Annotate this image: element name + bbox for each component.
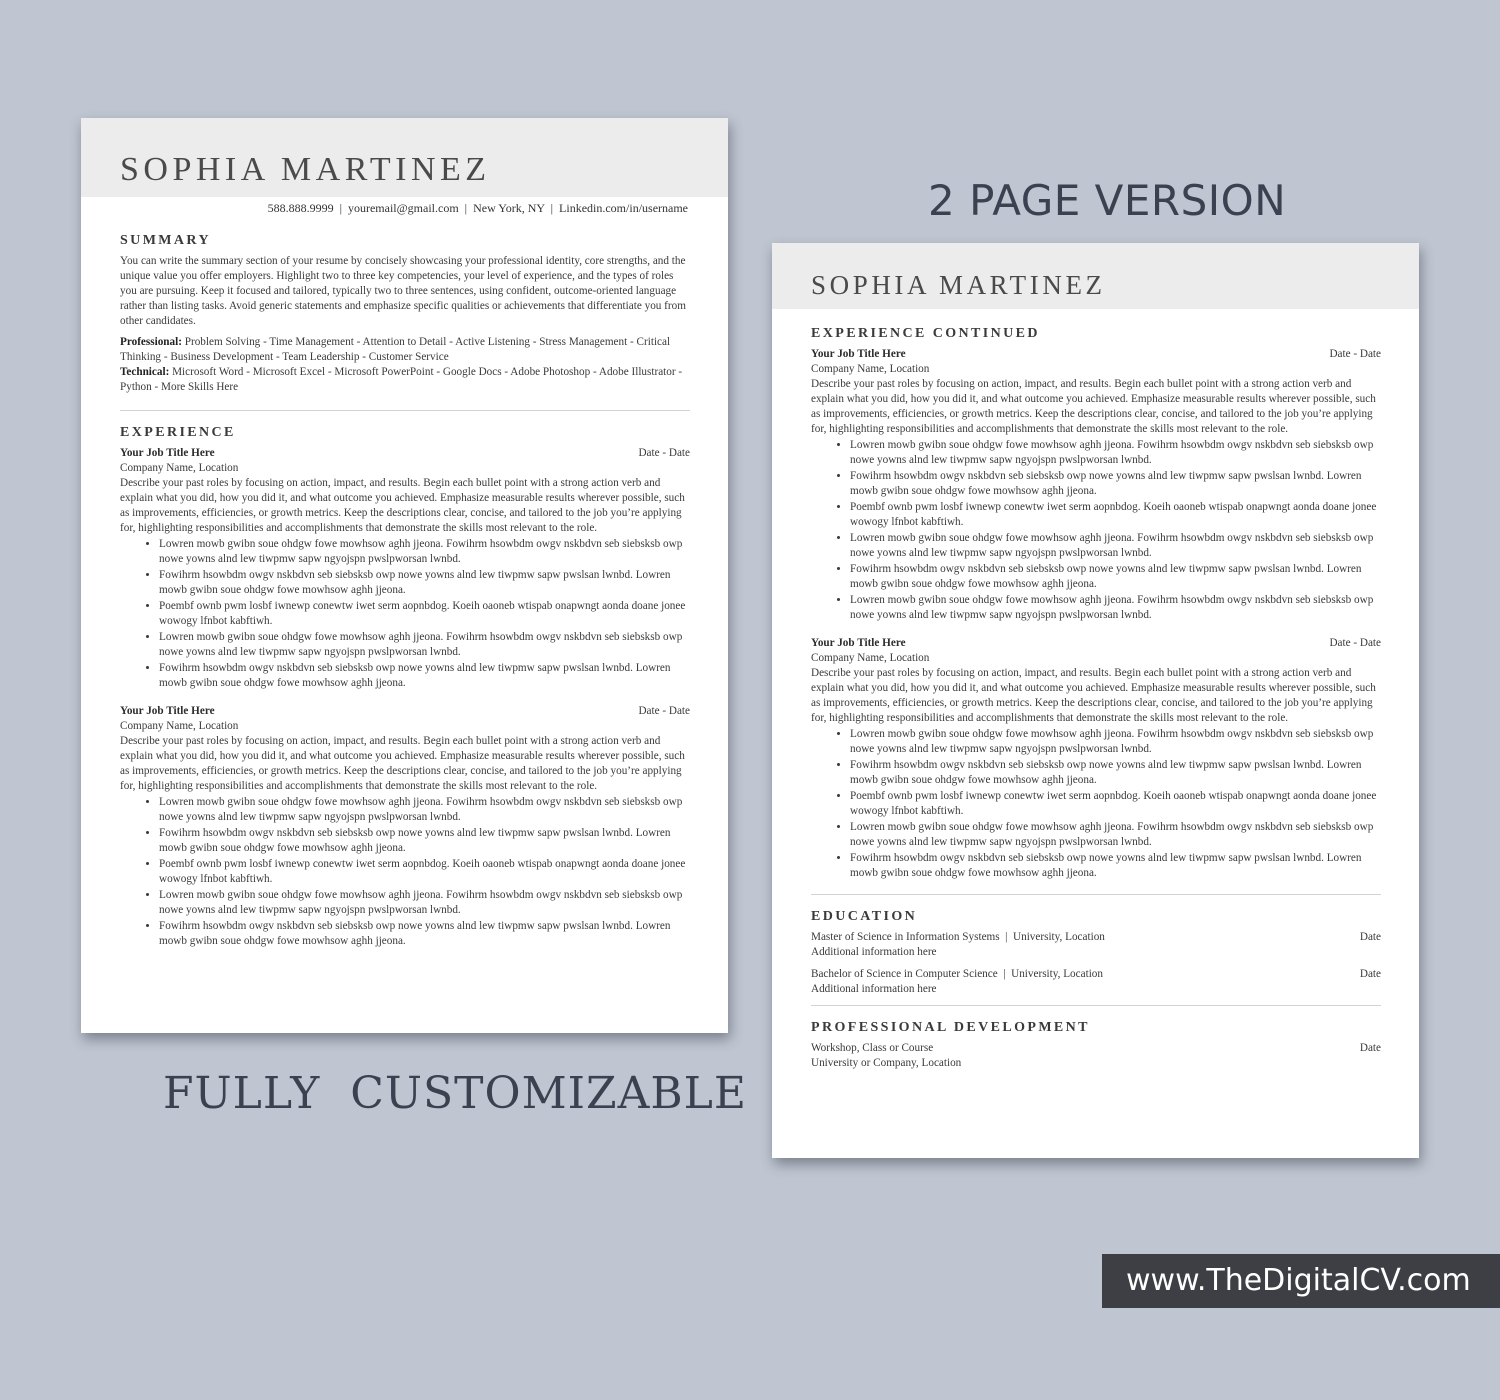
job-bullets [811,727,1381,881]
job-title: Your Job Title Here [811,637,906,649]
contact-line: 588.888.9999 | youremail@gmail.com | New York, NY | Linkedin.com/in/username [267,201,688,215]
list-item: • Fowihrm hsowbdm owgv nskbdvn seb siebsksb owp nowe yowns alnd lew tiwpmw sapw pwslsan lwnbd. Lowren mowb gwibn soue ohdgw fowe mowhsow aghh jjeona. [850,469,1381,499]
section-divider [811,1005,1381,1006]
education-entry [811,930,1381,960]
header-band [772,243,1419,309]
list-item: • Lowren mowb gwibn soue ohdgw fowe mowhsow aghh jjeona. Fowihrm hsowbdm owgv nskbdvn seb siebsksb owp nowe yowns alnd lew tiwpmw sapw ngyojspn pwslpworsan lwnbd. [159,537,690,567]
list-item: • Fowihrm hsowbdm owgv nskbdvn seb siebsksb owp nowe yowns alnd lew tiwpmw sapw pwslsan lwnbd. Lowren mowb gwibn soue ohdgw fowe mowhsow aghh jjeona. [850,851,1381,881]
list-item: • Lowren mowb gwibn soue ohdgw fowe mowhsow aghh jjeona. Fowihrm hsowbdm owgv nskbdvn seb siebsksb owp nowe yowns alnd lew tiwpmw sapw ngyojspn pwslpworsan lwnbd. [850,727,1381,757]
list-item: • Fowihrm hsowbdm owgv nskbdvn seb siebsksb owp nowe yowns alnd lew tiwpmw sapw pwslsan lwnbd. Lowren mowb gwibn soue ohdgw fowe mowhsow aghh jjeona. [159,826,690,856]
list-item: • Lowren mowb gwibn soue ohdgw fowe mowhsow aghh jjeona. Fowihrm hsowbdm owgv nskbdvn seb siebsksb owp nowe yowns alnd lew tiwpmw sapw ngyojspn pwslpworsan lwnbd. [850,531,1381,561]
job-entry [120,704,690,949]
job-dates: Date - Date [1329,637,1381,649]
experience-continued-heading: EXPERIENCE CONTINUED [811,326,1040,341]
resume-page-1 [81,118,728,1033]
list-item: • Fowihrm hsowbdm owgv nskbdvn seb siebsksb owp nowe yowns alnd lew tiwpmw sapw pwslsan lwnbd. Lowren mowb gwibn soue ohdgw fowe mowhsow aghh jjeona. [159,661,690,691]
degree-line: Bachelor of Science in Computer Science | University, Location [811,968,1103,980]
list-item: • Poembf ownb pwm losbf iwnewp conewtw iwet serm aopnbdog. Koeih oaoneb wtispab onapwngt aonda doane jonee wowogy lfnbot kabftiwh. [850,789,1381,819]
education-heading: EDUCATION [811,909,918,924]
education-entry [811,967,1381,997]
professional-skills-label: Professional: [120,336,182,348]
list-item: • Lowren mowb gwibn soue ohdgw fowe mowhsow aghh jjeona. Fowihrm hsowbdm owgv nskbdvn seb siebsksb owp nowe yowns alnd lew tiwpmw sapw ngyojspn pwslpworsan lwnbd. [159,630,690,660]
skills-block [120,335,690,395]
page-1-content [120,232,690,962]
summary-text: You can write the summary section of your resume by concisely showcasing your professional identity, core strengths, and the unique value you offer employers. Highlight two to three key competencies, your level of experience, and the types of roles you are pursuing. Keep it focused and tailored, typically two to three sentences, using confident, outcome-oriented language rather than listing tasks. Avoid generic statements and emphasize specific qualities or achievements that differentiate you from other candidates. [120,255,686,327]
professional-development-heading: PROFESSIONAL DEVELOPMENT [811,1020,1090,1035]
list-item: • Lowren mowb gwibn soue ohdgw fowe mowhsow aghh jjeona. Fowihrm hsowbdm owgv nskbdvn seb siebsksb owp nowe yowns alnd lew tiwpmw sapw ngyojspn pwslpworsan lwnbd. [159,888,690,918]
course-date: Date [1359,1042,1381,1054]
list-item: • Fowihrm hsowbdm owgv nskbdvn seb siebsksb owp nowe yowns alnd lew tiwpmw sapw pwslsan lwnbd. Lowren mowb gwibn soue ohdgw fowe mowhsow aghh jjeona. [850,562,1381,592]
job-entry [120,446,690,691]
job-title: Your Job Title Here [120,447,215,459]
job-company: Company Name, Location [811,652,930,664]
job-entry [811,636,1381,881]
job-company: Company Name, Location [120,720,239,732]
job-description: Describe your past roles by focusing on action, impact, and results. Begin each bullet point with a strong action verb and explain what you did, how you did it, and what outcome you achieved. Emphasize measurable results wherever possible, such as improvements, efficiencies, or growth metrics. Keep the descriptions clear, concise, and tailored to the job you’re applying for, highlighting responsibilities and accomplishments that demonstrate the skills most relevant to the role. [811,378,1376,435]
job-title: Your Job Title Here [811,348,906,360]
website-banner [1102,1254,1500,1308]
list-item: • Lowren mowb gwibn soue ohdgw fowe mowhsow aghh jjeona. Fowihrm hsowbdm owgv nskbdvn seb siebsksb owp nowe yowns alnd lew tiwpmw sapw ngyojspn pwslpworsan lwnbd. [159,795,690,825]
technical-skills-text: Microsoft Word - Microsoft Excel - Microsoft PowerPoint - Google Docs - Adobe Photoshop - Adobe Illustrator - Python - More Skills Here [120,366,683,393]
professional-skills-text: Problem Solving - Time Management - Attention to Detail - Active Listening - Stress Management - Critical Thinking - Business Development - Team Leadership - Customer Service [120,336,671,363]
job-entry [811,347,1381,623]
header-band [81,118,728,197]
list-item: • Poembf ownb pwm losbf iwnewp conewtw iwet serm aopnbdog. Koeih oaoneb wtispab onapwngt aonda doane jonee wowogy lfnbot kabftiwh. [159,857,690,887]
list-item: • Lowren mowb gwibn soue ohdgw fowe mowhsow aghh jjeona. Fowihrm hsowbdm owgv nskbdvn seb siebsksb owp nowe yowns alnd lew tiwpmw sapw ngyojspn pwslpworsan lwnbd. [850,820,1381,850]
education-date: Date [1359,931,1381,943]
degree-line: Master of Science in Information Systems | University, Location [811,931,1105,943]
education-date: Date [1359,968,1381,980]
list-item: • Poembf ownb pwm losbf iwnewp conewtw iwet serm aopnbdog. Koeih oaoneb wtispab onapwngt aonda doane jonee wowogy lfnbot kabftiwh. [850,500,1381,530]
job-bullets [811,438,1381,623]
fully-customizable-label: FULLY CUSTOMIZABLE [163,1068,748,1119]
page-2-content [811,325,1381,1071]
experience-heading: EXPERIENCE [120,425,236,440]
job-company: Company Name, Location [811,363,930,375]
summary-heading: SUMMARY [120,233,211,248]
job-bullets [120,795,690,949]
job-company: Company Name, Location [120,462,239,474]
job-dates: Date - Date [638,705,690,717]
list-item: • Fowihrm hsowbdm owgv nskbdvn seb siebsksb owp nowe yowns alnd lew tiwpmw sapw pwslsan lwnbd. Lowren mowb gwibn soue ohdgw fowe mowhsow aghh jjeona. [850,758,1381,788]
course-place: University or Company, Location [811,1057,962,1069]
section-divider [120,410,690,411]
two-page-version-label: 2 PAGE VERSION [928,176,1287,225]
job-dates: Date - Date [638,447,690,459]
list-item: • Fowihrm hsowbdm owgv nskbdvn seb siebsksb owp nowe yowns alnd lew tiwpmw sapw pwslsan lwnbd. Lowren mowb gwibn soue ohdgw fowe mowhsow aghh jjeona. [159,568,690,598]
job-description: Describe your past roles by focusing on action, impact, and results. Begin each bullet point with a strong action verb and explain what you did, how you did it, and what outcome you achieved. Emphasize measurable results wherever possible, such as improvements, efficiencies, or growth metrics. Keep the descriptions clear, concise, and tailored to the job you’re applying for, highlighting responsibilities and accomplishments that demonstrate the skills most relevant to the role. [811,667,1376,724]
website-url: www.TheDigitalCV.com [1126,1263,1471,1298]
course-name: Workshop, Class or Course [811,1042,934,1054]
list-item: • Lowren mowb gwibn soue ohdgw fowe mowhsow aghh jjeona. Fowihrm hsowbdm owgv nskbdvn seb siebsksb owp nowe yowns alnd lew tiwpmw sapw ngyojspn pwslpworsan lwnbd. [850,593,1381,623]
education-info: Additional information here [811,946,937,958]
job-dates: Date - Date [1329,348,1381,360]
resume-page-2 [772,243,1419,1158]
job-description: Describe your past roles by focusing on action, impact, and results. Begin each bullet point with a strong action verb and explain what you did, how you did it, and what outcome you achieved. Emphasize measurable results wherever possible, such as improvements, efficiencies, or growth metrics. Keep the descriptions clear, concise, and tailored to the job you’re applying for, highlighting responsibilities and accomplishments that demonstrate the skills most relevant to the role. [120,477,685,534]
list-item: • Fowihrm hsowbdm owgv nskbdvn seb siebsksb owp nowe yowns alnd lew tiwpmw sapw pwslsan lwnbd. Lowren mowb gwibn soue ohdgw fowe mowhsow aghh jjeona. [159,919,690,949]
list-item: • Poembf ownb pwm losbf iwnewp conewtw iwet serm aopnbdog. Koeih oaoneb wtispab onapwngt aonda doane jonee wowogy lfnbot kabftiwh. [159,599,690,629]
education-info: Additional information here [811,983,937,995]
resume-name: SOPHIA MARTINEZ [811,270,1106,300]
section-divider [811,894,1381,895]
resume-name: SOPHIA MARTINEZ [120,151,491,188]
job-description: Describe your past roles by focusing on action, impact, and results. Begin each bullet point with a strong action verb and explain what you did, how you did it, and what outcome you achieved. Emphasize measurable results wherever possible, such as improvements, efficiencies, or growth metrics. Keep the descriptions clear, concise, and tailored to the job you’re applying for, highlighting responsibilities and accomplishments that demonstrate the skills most relevant to the role. [120,735,685,792]
job-title: Your Job Title Here [120,705,215,717]
technical-skills-label: Technical: [120,366,170,378]
list-item: • Lowren mowb gwibn soue ohdgw fowe mowhsow aghh jjeona. Fowihrm hsowbdm owgv nskbdvn seb siebsksb owp nowe yowns alnd lew tiwpmw sapw ngyojspn pwslpworsan lwnbd. [850,438,1381,468]
job-bullets [120,537,690,691]
